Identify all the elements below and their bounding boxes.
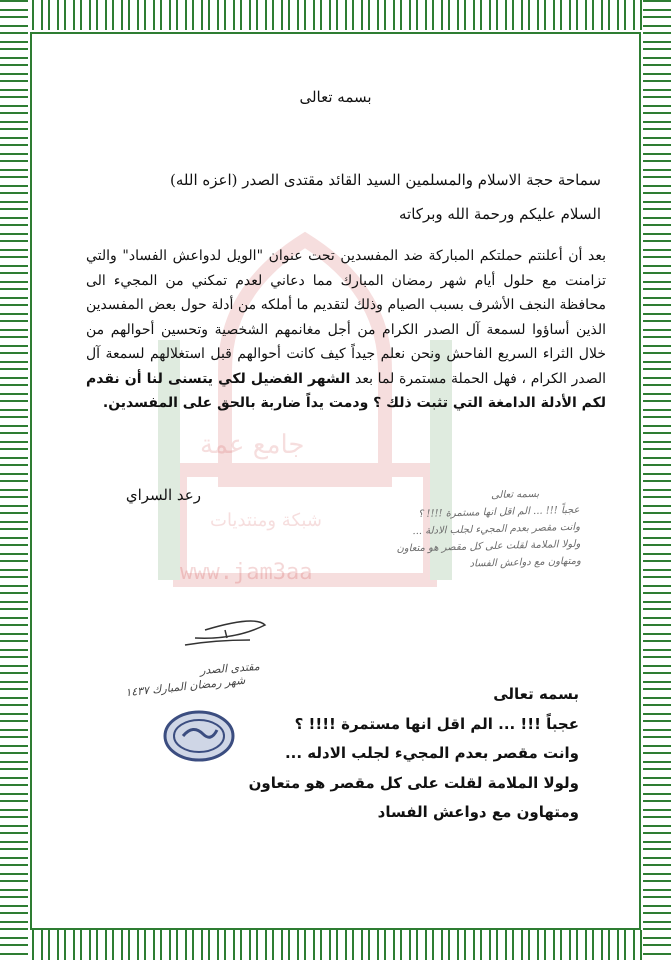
- letter-addressee: سماحة حجة الاسلام والمسلمين السيد القائد مقتدى الصدر (اعزه الله): [170, 171, 601, 189]
- typed-reply-line-3: وانت مقصر بعدم المجيء لجلب الادله ...: [284, 744, 579, 762]
- handwritten-line-2: عجباً !!! ... الم اقل انها مستمرة !!!! ؟: [417, 504, 580, 520]
- letter-heading: بسمه تعالى: [299, 88, 372, 106]
- typed-reply-line-4: ولولا الملامة لقلت على كل مقصر هو متعاون: [248, 773, 579, 792]
- typed-reply-line-2: عجباً !!! ... الم اقل انها مستمرة !!!! ؟: [294, 714, 579, 733]
- letter-greeting: السلام عليكم ورحمة الله وبركاته: [399, 205, 601, 223]
- right-border: [643, 0, 671, 960]
- handwritten-line-3: وانت مقصر بعدم المجيء لجلب الادلة ...: [412, 521, 581, 538]
- letter-body-bold: الشهر الفضيل لكي يتسنى لنا أن نقدم لكم الأدلة الدامغة التي تثبت ذلك ؟ ودمت يداً ضاربة بالحق على المفسدين.: [86, 370, 606, 411]
- seal-stamp-icon: [163, 710, 235, 762]
- handwritten-line-4: ولولا الملامة لقلت على كل مقصر هو متعاون: [396, 538, 581, 555]
- left-border: [0, 0, 28, 960]
- letter-body: [86, 244, 606, 416]
- letter-body-main: بعد أن أعلنتم حملتكم المباركة ضد المفسدين تحت عنوان "الويل لدواعش الفساد" والتي تزامنت مع حلول أيام شهر رمضان المبارك مما دعاني لعدم تمكني من المجيء الى محافظة النجف الأشرف بسبب الصيام وذلك لتقديم ما أملكه من أدلة حول بعض المفسدين الذين أساؤوا لسمعة آل الصدر الكرام من أجل مغانمهم الشخصية وتحسين أحوالهم من خلال الثراء السريع الفاحش ونحن نعلم جيداً كيف كانت أحوالهم قبل استغلالهم لسمعة آل الصدر الكرام ، فهل الحملة مستمرة لما بعد: [86, 248, 606, 387]
- signature-name: مقتدى الصدر: [199, 659, 261, 678]
- signature-date: شهر رمضان المبارك ١٤٣٧: [124, 673, 246, 700]
- watermark-url: www.jam3aa: [180, 560, 313, 585]
- top-border: [0, 0, 671, 30]
- typed-reply-line-1: بسمه تعالى: [493, 685, 579, 703]
- signer-name: رعد السراي: [125, 486, 201, 504]
- bottom-border: [0, 930, 671, 960]
- handwritten-line-1: بسمه تعالى: [490, 488, 540, 502]
- handwritten-reply: [329, 485, 581, 577]
- typed-reply-line-5: ومتهاون مع دواعش الفساد: [377, 803, 579, 821]
- watermark-site-name: جامع عمة: [200, 430, 305, 460]
- watermark-tagline: شبكة ومنتديات: [210, 510, 322, 531]
- typed-reply: [249, 680, 579, 828]
- handwritten-line-5: ومتهاون مع دواعش الفساد: [469, 555, 581, 570]
